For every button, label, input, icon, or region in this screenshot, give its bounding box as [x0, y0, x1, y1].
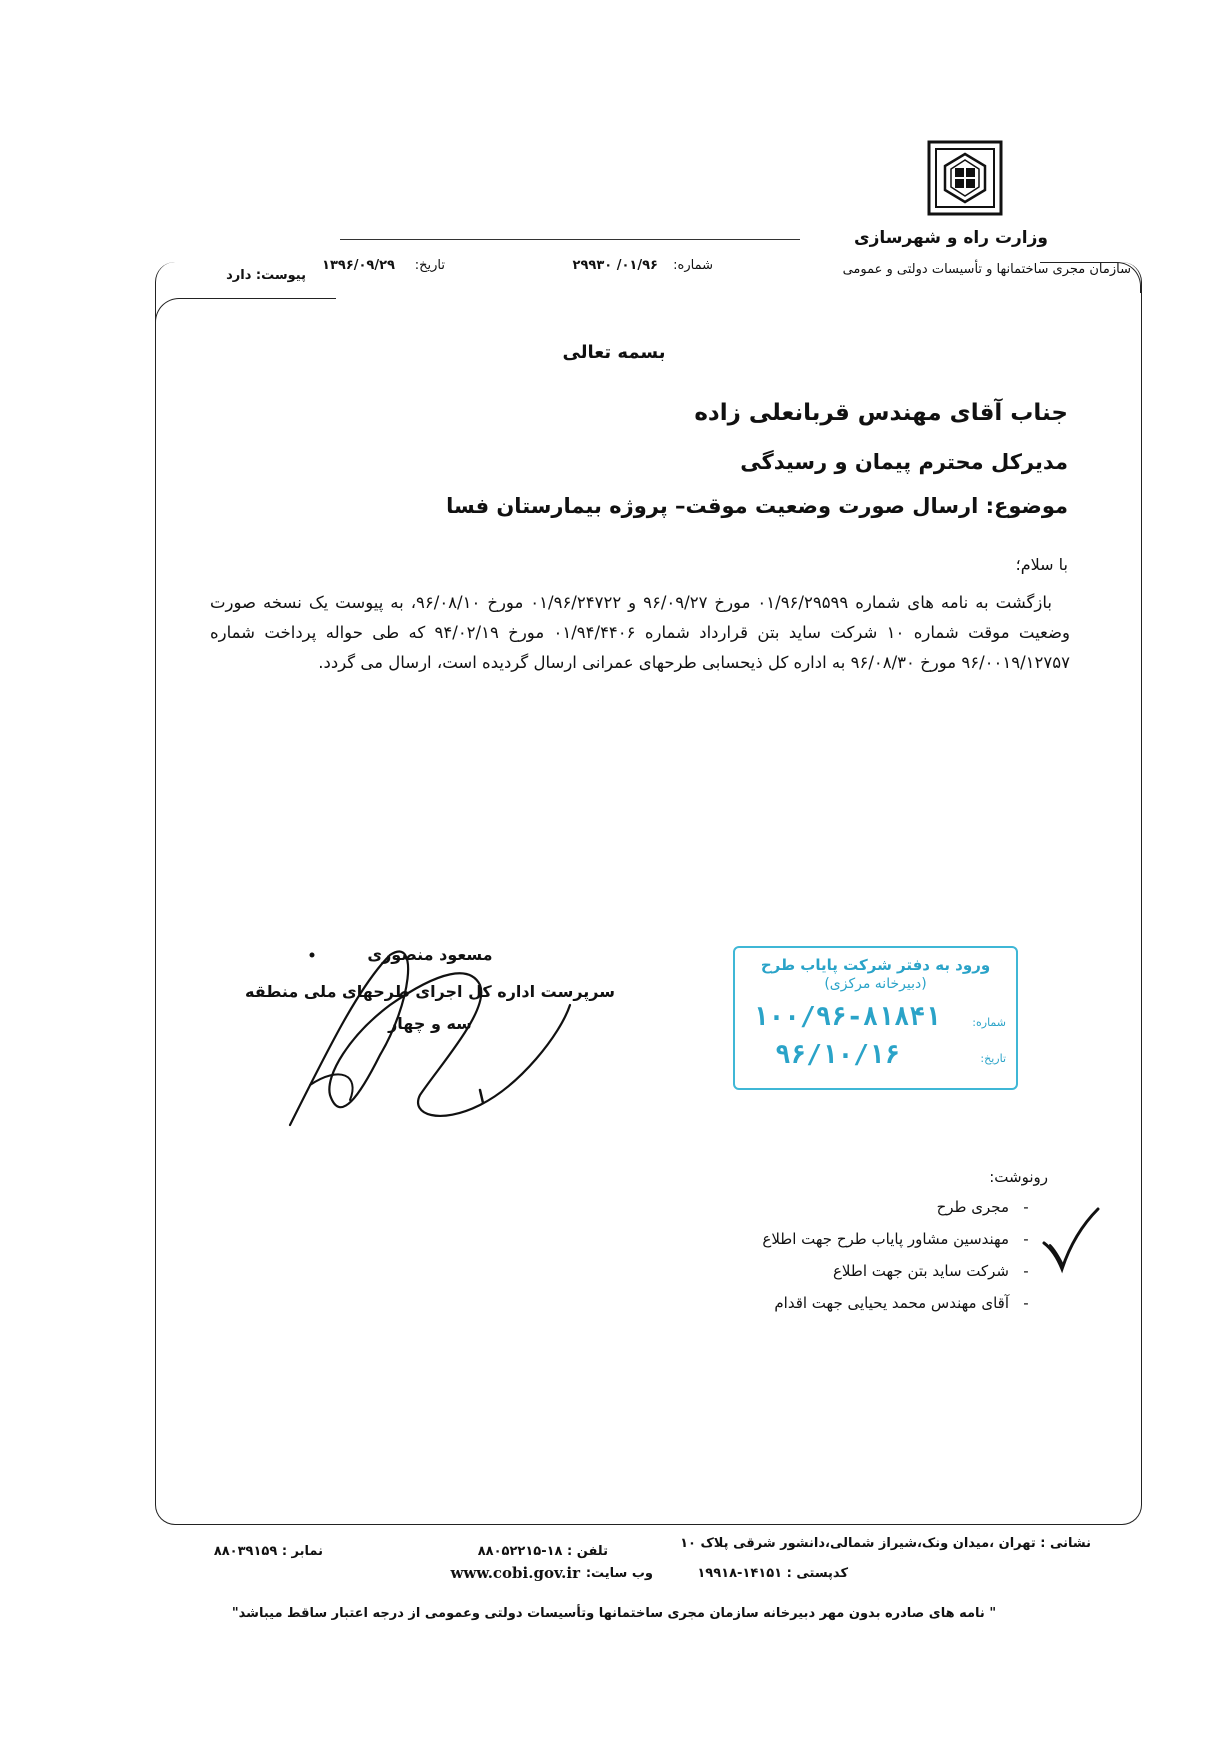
letter-number-label: شماره: — [673, 258, 713, 273]
cc-list — [443, 1198, 1043, 1326]
footer-validity-note: " نامه های صادره بدون مهر دبیرخانه سازمان مجری ساختمانها وتأسیسات دولتی وعمومی از درجه اعتبار ساقط میباشد" — [231, 1606, 997, 1621]
ministry-name: وزارت راه و شهرسازی — [853, 228, 1048, 248]
footer-website-label: وب سایت: — [585, 1566, 653, 1581]
letter-body: بازگشت به نامه های شماره ۰۱/۹۶/۲۹۵۹۹ مورخ ۹۶/۰۹/۲۷ و ۰۱/۹۶/۲۴۷۲۲ مورخ ۹۶/۰۸/۱۰، به پیوست یک نسخه صورت وضعیت موقت شماره ۱۰ شرکت ساید بتن قرارداد شماره ۰۱/۹۴/۴۴۰۶ مورخ ۹۴/۰۲/۱۹ که طی حواله پرداخت شماره ۹۶/۰۰۱۹/۱۲۷۵۷ مورخ ۹۶/۰۸/۳۰ به اداره کل ذیحسابی طرحهای عمرانی ارسال گردیده است، ارسال می گردد. — [210, 593, 1070, 672]
signatory-role — [230, 976, 630, 1040]
stamp-title: ورود به دفتر شرکت پایاب طرح — [760, 956, 991, 974]
letter-subject: موضوع: ارسال صورت وضعیت موقت– پروژه بیمارستان فسا — [446, 494, 1068, 518]
stamp-subtitle: (دبیرخانه مرکزی) — [824, 976, 927, 992]
cc-item: -شرکت ساید بتن جهت اطلاع — [832, 1262, 1029, 1280]
footer-postal-code: کدپستی : ۱۴۱۵۱-۱۹۹۱۸ — [697, 1566, 848, 1581]
ministry-logo-icon — [927, 140, 1003, 216]
letter-date-value: ۱۳۹۶/۰۹/۲۹ — [322, 258, 395, 273]
footer-fax: نمابر : ۸۸۰۳۹۱۵۹ — [213, 1544, 323, 1559]
basmala: بسمه تعالی — [562, 342, 666, 363]
footer-address: نشانی : تهران ،میدان ونک،شیراز شمالی،دانشور شرقی پلاک ۱۰ — [680, 1536, 1091, 1551]
attachment-label: پیوست: دارد — [226, 268, 306, 283]
stamp-number-value: ۱۰۰/۹۶-۸۱۸۴۱ — [753, 1002, 941, 1032]
cc-heading: رونوشت: — [989, 1168, 1048, 1186]
cc-item: -آقای مهندس محمد یحیایی جهت اقدام — [774, 1294, 1029, 1312]
letter-number-value: ۰۱/۹۶/ ۲۹۹۳۰ — [572, 258, 658, 273]
footer-phone: تلفن : ۱۸-۸۸۰۵۲۲۱۵ — [477, 1544, 608, 1559]
addressee-title: مدیرکل محترم پیمان و رسیدگی — [740, 450, 1068, 474]
stamp-number-label: شماره: — [972, 1016, 1006, 1029]
checkmark-icon — [1040, 1205, 1100, 1275]
signatory-role-line1: سرپرست اداره کل اجرای طرحهای ملی منطقه — [245, 982, 615, 1001]
greeting: با سلام؛ — [1015, 555, 1068, 574]
signatory-role-line2: سه و چهار — [388, 1014, 472, 1033]
letter-date-label: تاریخ: — [414, 258, 445, 273]
stamp-date-label: تاریخ: — [980, 1052, 1006, 1065]
letter-frame-corner-left — [155, 298, 336, 329]
signatory-name: مسعود منصوری — [367, 945, 493, 964]
stamp-date-value: ۹۶/۱۰/۱۶ — [775, 1040, 901, 1070]
organization-name: سازمان مجری ساختمانها و تأسیسات دولتی و عمومی — [842, 262, 1131, 277]
letter-frame-corner-right — [1040, 262, 1141, 293]
cc-item: -مهندسین مشاور پایاب طرح جهت اطلاع — [762, 1230, 1029, 1248]
signature-block — [230, 945, 630, 1040]
registration-stamp — [733, 946, 1018, 1090]
cc-item: -مجری طرح — [936, 1198, 1029, 1216]
addressee: جناب آقای مهندس قربانعلی زاده — [694, 400, 1068, 426]
footer-website-link[interactable]: www.cobi.gov.ir — [450, 1564, 580, 1582]
header-rule — [340, 239, 800, 240]
